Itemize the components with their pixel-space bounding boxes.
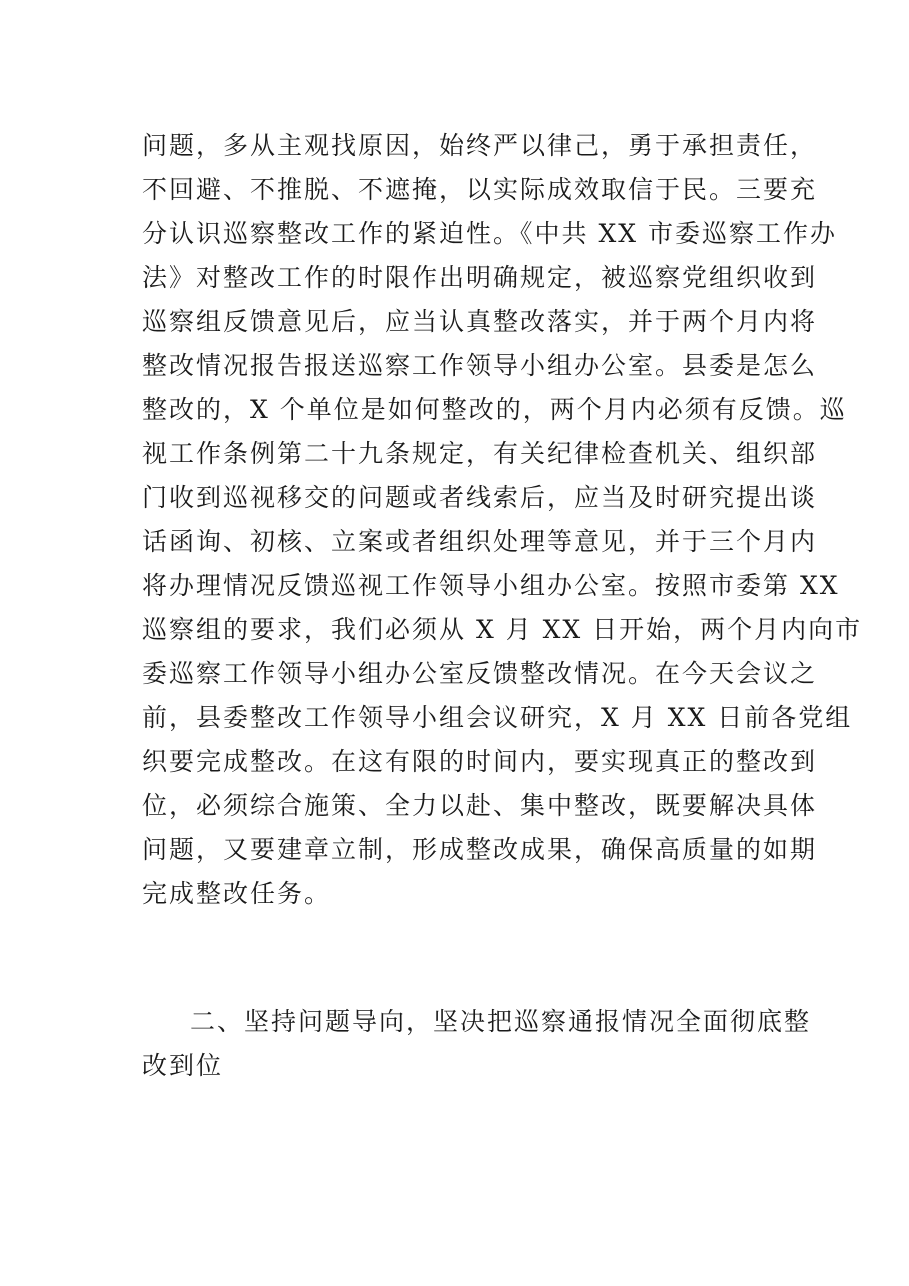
paragraph-line: 前，县委整改工作领导小组会议研究，X 月 XX 日前各党组 <box>142 703 853 732</box>
paragraph-line: 巡察组的要求，我们必须从 X 月 XX 日开始，两个月内向市 <box>142 615 863 644</box>
paragraph-line: 委巡察工作领导小组办公室反馈整改情况。在今天会议之 <box>142 659 818 688</box>
paragraph-line: 话函询、初核、立案或者组织处理等意见，并于三个月内 <box>142 527 818 556</box>
heading-line: 改到位 <box>142 1051 224 1080</box>
section-heading <box>142 1000 812 1088</box>
paragraph-line: 完成整改任务。 <box>142 879 332 908</box>
heading-line: 二、坚持问题导向，坚决把巡察通报情况全面彻底整 <box>190 1007 812 1036</box>
paragraph-line: 将办理情况反馈巡视工作领导小组办公室。按照市委第 XX <box>142 571 840 600</box>
paragraph-line: 问题，多从主观找原因，始终严以律己，勇于承担责任， <box>142 131 818 160</box>
paragraph-line: 整改情况报告报送巡察工作领导小组办公室。县委是怎么 <box>142 351 818 380</box>
paragraph-line: 视工作条例第二十九条规定，有关纪律检查机关、组织部 <box>142 439 818 468</box>
body-paragraph <box>142 124 863 916</box>
paragraph-line: 巡察组反馈意见后，应当认真整改落实，并于两个月内将 <box>142 307 818 336</box>
paragraph-line: 问题，又要建章立制，形成整改成果，确保高质量的如期 <box>142 835 818 864</box>
paragraph-line: 法》对整改工作的时限作出明确规定，被巡察党组织收到 <box>142 263 818 292</box>
paragraph-line: 不回避、不推脱、不遮掩，以实际成效取信于民。三要充 <box>142 175 818 204</box>
paragraph-line: 位，必须综合施策、全力以赴、集中整改，既要解决具体 <box>142 791 818 820</box>
paragraph-line: 织要完成整改。在这有限的时间内，要实现真正的整改到 <box>142 747 818 776</box>
paragraph-line: 分认识巡察整改工作的紧迫性。《中共 XX 市委巡察工作办 <box>142 219 837 248</box>
paragraph-line: 门收到巡视移交的问题或者线索后，应当及时研究提出谈 <box>142 483 818 512</box>
paragraph-line: 整改的，X 个单位是如何整改的，两个月内必须有反馈。巡 <box>142 395 847 424</box>
